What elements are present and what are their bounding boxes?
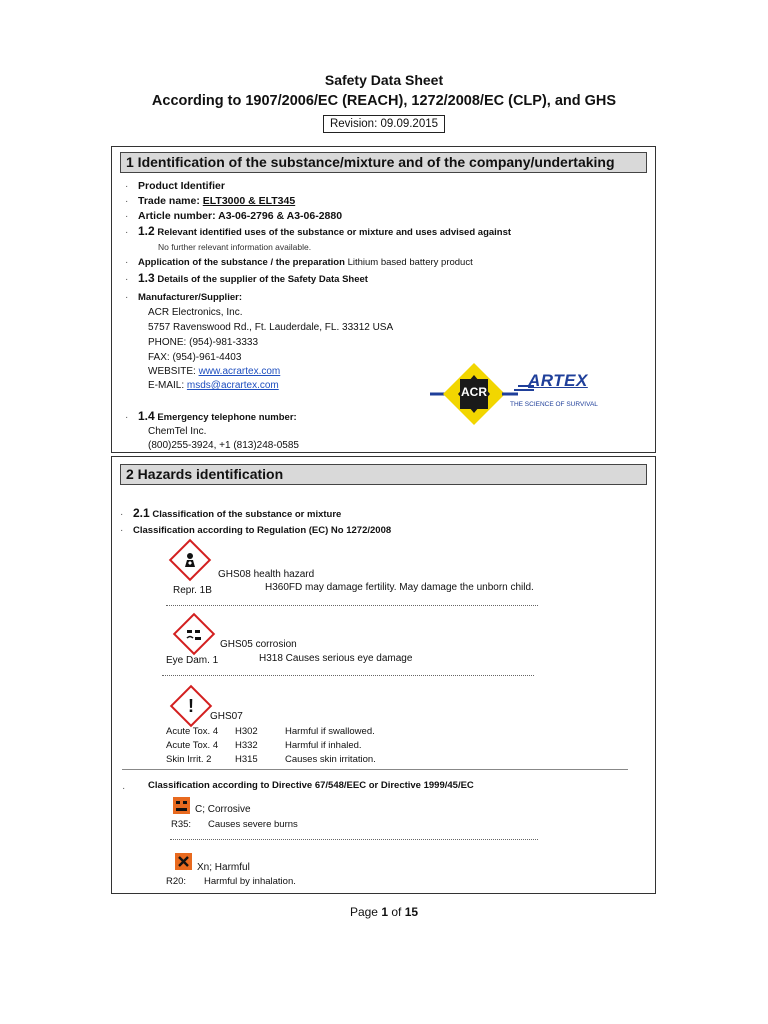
section-1-identification <box>111 146 656 453</box>
page-prefix: Page <box>349 905 382 919</box>
application-value: Lithium based battery product <box>347 257 473 268</box>
ghs08-class: Repr. 1B <box>173 585 212 596</box>
logo-artex-text: ARTEX <box>528 371 588 390</box>
bullet: · <box>125 257 129 268</box>
company-fax: FAX: (954)-961-4403 <box>148 352 242 363</box>
page-total: 15 <box>404 905 419 919</box>
section-1-3-line <box>138 272 368 286</box>
section-1-2-text: Relevant identified uses of the substance or mixture and uses advised against <box>157 227 512 238</box>
r20-code: R20: <box>166 876 187 887</box>
divider <box>122 769 628 770</box>
harmful-label: Xn; Harmful <box>197 862 250 873</box>
chemtel-phone: (800)255-3924, +1 (813)248-0585 <box>148 440 299 451</box>
trade-name-label: Trade name: <box>138 195 203 207</box>
divider <box>166 605 538 606</box>
ghs08-statement: H360FD may damage fertility. May damage the unborn child. <box>265 582 534 593</box>
exclamation-symbol: ! <box>188 695 194 716</box>
logo-tagline: THE SCIENCE OF SURVIVAL <box>510 401 598 408</box>
bullet: · <box>122 783 126 794</box>
revision-box: Revision: 09.09.2015 <box>323 115 445 133</box>
r20-text: Harmful by inhalation. <box>204 876 296 887</box>
bullet: · <box>125 292 129 303</box>
section-1-2-note: No further relevant information available. <box>158 242 312 252</box>
ghs07-row-class: Acute Tox. 4 <box>166 740 219 751</box>
website-link[interactable]: www.acrartex.com <box>198 366 281 377</box>
section-1-2-number: 1.2 <box>138 224 155 238</box>
section-1-4-line <box>138 410 297 424</box>
bullet: · <box>125 211 129 222</box>
section-1-3-number: 1.3 <box>138 271 155 285</box>
section-1-3-text: Details of the supplier of the Safety Data Sheet <box>157 274 368 285</box>
bullet: · <box>120 525 124 536</box>
bullet: · <box>125 227 129 238</box>
page-mid: of <box>388 905 405 919</box>
article-number: Article number: A3-06-2796 & A3-06-2880 <box>138 210 343 222</box>
ghs07-row-code: H302 <box>235 726 258 737</box>
company-name: ACR Electronics, Inc. <box>148 307 243 318</box>
r35-code: R35: <box>171 819 192 830</box>
website-line <box>148 365 280 378</box>
logo-acr-text: ACR <box>461 385 487 399</box>
bullet: · <box>120 509 124 520</box>
document-header <box>0 70 768 133</box>
section-1-4-text: Emergency telephone number: <box>157 412 297 423</box>
company-logo <box>430 361 600 427</box>
application-label: Application of the substance / the preparation <box>138 257 345 268</box>
chemtel-name: ChemTel Inc. <box>148 426 207 437</box>
page-footer <box>0 905 768 919</box>
ghs07-exclamation-icon <box>170 685 212 727</box>
company-address: 5757 Ravenswood Rd., Ft. Lauderdale, FL. 33312 USA <box>148 322 394 333</box>
email-label: E-MAIL: <box>148 380 187 391</box>
ghs05-class: Eye Dam. 1 <box>166 655 219 666</box>
section-2-1-line <box>133 507 341 521</box>
bullet: · <box>125 181 129 192</box>
application-line <box>138 256 473 269</box>
r35-text: Causes severe burns <box>208 819 298 830</box>
regulation-heading: Classification according to Regulation (EC) No 1272/2008 <box>133 525 392 536</box>
email-line <box>148 379 279 392</box>
trade-name-line <box>138 195 295 208</box>
ghs07-row-code: H332 <box>235 740 258 751</box>
document-subtitle: According to 1907/2006/EC (REACH), 1272/2008/EC (CLP), and GHS <box>151 93 617 109</box>
ghs08-health-hazard-icon <box>169 539 211 581</box>
ghs07-row-text: Harmful if inhaled. <box>285 740 362 751</box>
ghs07-row-text: Causes skin irritation. <box>285 754 376 765</box>
section-1-heading: 1 Identification of the substance/mixture and of the company/undertaking <box>120 152 647 173</box>
trade-name-value: ELT3000 & ELT345 <box>202 195 296 207</box>
company-phone: PHONE: (954)-981-3333 <box>148 337 259 348</box>
document-title: Safety Data Sheet <box>324 72 444 88</box>
corrosion-symbol <box>181 621 207 647</box>
email-link[interactable]: msds@acrartex.com <box>186 380 279 391</box>
page-number: 1 <box>381 905 388 919</box>
manufacturer-label: Manufacturer/Supplier: <box>138 292 242 303</box>
ghs07-row-text: Harmful if swallowed. <box>285 726 375 737</box>
ghs07-row-class: Acute Tox. 4 <box>166 726 219 737</box>
section-2-heading: 2 Hazards identification <box>120 464 647 485</box>
ghs07-label: GHS07 <box>210 711 243 722</box>
bullet: · <box>125 412 129 423</box>
ghs07-row-code: H315 <box>235 754 258 765</box>
product-identifier-label: Product Identifier <box>138 180 225 192</box>
divider <box>170 839 538 840</box>
ghs05-statement: H318 Causes serious eye damage <box>259 653 413 664</box>
section-1-4-number: 1.4 <box>138 409 155 423</box>
ghs05-corrosion-icon <box>173 613 215 655</box>
ghs07-row-class: Skin Irrit. 2 <box>166 754 212 765</box>
health-hazard-symbol <box>177 547 203 573</box>
section-2-hazards <box>111 456 656 894</box>
corrosive-icon <box>173 797 190 814</box>
section-1-2-line <box>138 225 511 239</box>
directive-heading: Classification according to Directive 67/548/EEC or Directive 1999/45/EC <box>148 780 474 791</box>
section-2-1-number: 2.1 <box>133 506 150 520</box>
corrosive-label: C; Corrosive <box>195 804 251 815</box>
ghs08-label: GHS08 health hazard <box>218 569 315 580</box>
divider <box>162 675 534 676</box>
ghs05-label: GHS05 corrosion <box>220 639 297 650</box>
bullet: · <box>125 196 129 207</box>
bullet: · <box>125 274 129 285</box>
website-label: WEBSITE: <box>148 366 199 377</box>
section-2-1-text: Classification of the substance or mixture <box>152 509 342 520</box>
harmful-x-icon <box>175 853 192 870</box>
